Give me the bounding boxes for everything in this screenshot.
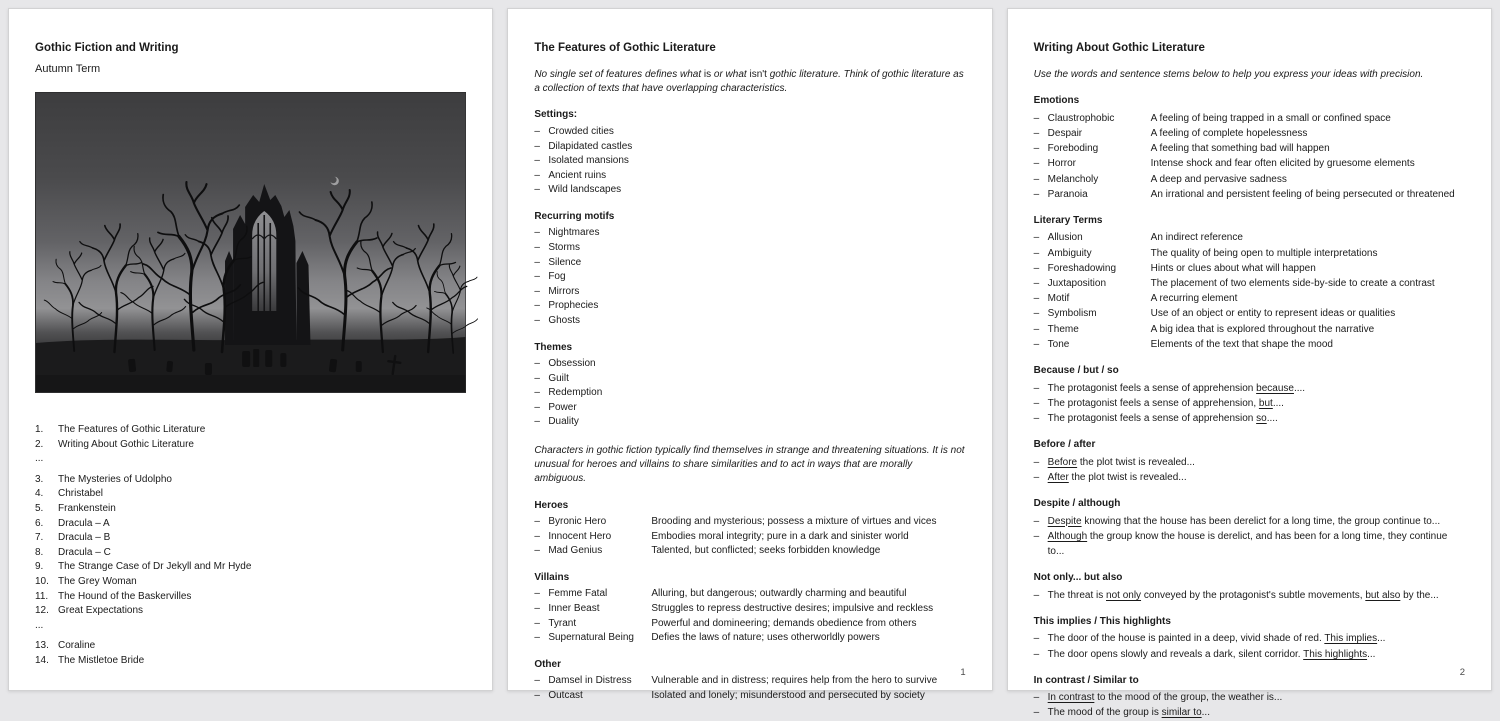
term: Symbolism [1047,308,1097,320]
abbey-in-the-oakwood-painting [35,92,466,393]
toc-number: 4. [35,488,44,500]
list-item [1034,411,1465,426]
list-item [534,241,965,256]
toc-number: 9. [35,561,44,573]
dash-bullet: – [1033,471,1040,483]
sentence-stem [1048,470,1465,485]
list-item [534,689,965,704]
term: Allusion [1047,232,1083,244]
dash-bullet: – [534,372,540,384]
page1-subtitle: Autumn Term [35,63,101,75]
term: Redemption [548,387,603,399]
sentence-stem [1048,514,1465,529]
text-segment: the group know the house is derelict, and has been for a long time, they continue to... [1047,530,1448,557]
toc-item [35,575,466,590]
text-segment: The protagonist feels a sense of apprehension, [1047,397,1259,409]
definition: Intense shock and fear often elicited by gruesome elements [1150,158,1415,170]
toc-item [35,423,466,438]
definition: Defies the laws of nature; uses otherworldly powers [651,632,880,644]
underlined-text: similar to [1161,707,1202,719]
dash-bullet: – [534,588,540,600]
toc-number: 3. [35,473,44,485]
definition: A recurring element [1150,293,1238,305]
definition: The placement of two elements side-by-side to create a contrast [1150,278,1435,290]
toc-item [35,517,466,532]
definition: Struggles to repress destructive desires; impulsive and reckless [651,602,934,614]
text-segment: the plot twist is revealed... [1077,456,1195,468]
sentence-stem [1048,411,1465,426]
page3-vocab-lists [1034,94,1465,352]
list-item [534,602,965,617]
dash-bullet: – [534,632,540,644]
toc-separator [35,452,466,467]
page3-page-number: 2 [1459,667,1465,678]
definition: Brooding and mysterious; possess a mixture of virtues and vices [651,516,937,528]
term: Wild landscapes [548,184,622,196]
page2-character-lists [534,499,965,704]
section-heading: Villains [534,571,570,583]
section-heading: Heroes [534,499,569,511]
list-item [534,544,965,559]
text-segment: by the... [1400,589,1439,601]
text-segment: No single set of features defines what [534,69,704,80]
list-item [534,314,965,329]
list-item [534,125,965,140]
dash-bullet: – [1033,308,1040,320]
term: Foreboding [1047,143,1099,155]
list-item [1034,470,1465,485]
dash-bullet: – [1033,589,1040,601]
underlined-text: This implies [1324,633,1378,645]
dash-bullet: – [534,516,540,528]
page3-intro: Use the words and sentence stems below to help you express your ideas with precision. [1033,69,1424,80]
term: Duality [548,416,579,428]
list-item [1034,455,1465,470]
dash-bullet: – [1033,188,1040,200]
dash-bullet: – [1033,692,1040,704]
term: Melancholy [1047,173,1099,185]
dash-bullet: – [1033,323,1040,335]
section-heading: Literary Terms [1033,214,1103,226]
list-item [1034,631,1465,646]
section-heading: Despite / although [1033,498,1121,510]
dash-bullet: – [534,401,540,413]
dash-bullet: – [534,617,540,629]
list-item [1034,381,1465,396]
underlined-text: Despite [1047,515,1082,527]
text-segment: The door opens slowly and reveals a dark, silent corridor. [1047,648,1304,660]
dash-bullet: – [534,675,540,687]
text-segment: .... [1272,397,1284,409]
toc-label: Christabel [58,488,104,500]
page2-title: The Features of Gothic Literature [534,42,716,54]
toc-label [58,619,466,634]
list-item [1034,588,1465,603]
text-segment: to the mood of the group, the weather is... [1094,692,1283,704]
term: Innocent Hero [548,530,612,542]
text-segment: or what [711,69,750,80]
toc-item [35,473,466,488]
definition: Hints or clues about what will happen [1150,262,1316,274]
toc-number: ... [35,453,44,465]
section-heading: Recurring motifs [534,210,615,222]
section-heading: Not only... but also [1033,572,1123,584]
list-item [534,401,965,416]
list-item [534,415,965,430]
dash-bullet: – [1033,158,1040,170]
list-item [534,372,965,387]
dash-bullet: – [534,227,540,239]
dash-bullet: – [534,387,540,399]
term: Isolated mansions [548,155,629,167]
definition: A feeling that something bad will happen [1150,143,1330,155]
section-heading: Before / after [1033,439,1096,451]
term: Foreshadowing [1047,262,1117,274]
term: Femme Fatal [548,588,608,600]
term: Byronic Hero [548,516,607,528]
section-heading: Because / but / so [1033,365,1119,377]
text-segment: The mood of the group is [1047,707,1162,719]
term: Silence [548,256,582,268]
text-segment: The door of the house is painted in a deep, vivid shade of red. [1047,633,1325,645]
list-item [534,674,965,689]
section-heading: This implies / This highlights [1033,615,1171,627]
toc-number: 13. [35,640,49,652]
text-segment: is [703,69,712,80]
toc-number: 10. [35,575,49,587]
dash-bullet: – [1033,707,1040,719]
term: Power [548,401,577,413]
toc-item [35,654,466,669]
term: Fog [548,271,566,283]
definition: The quality of being open to multiple interpretations [1150,247,1378,259]
text-segment: .... [1266,412,1278,424]
dash-bullet: – [1033,382,1040,394]
dash-bullet: – [1033,278,1040,290]
dash-bullet: – [534,256,540,268]
toc-number: 7. [35,532,44,544]
term: Nightmares [548,227,600,239]
dash-bullet: – [1033,397,1040,409]
dash-bullet: – [1033,530,1040,542]
definition: Powerful and domineering; demands obedience from others [651,617,917,629]
dash-bullet: – [1033,173,1040,185]
dash-bullet: – [1033,247,1040,259]
dash-bullet: – [534,545,540,557]
toc-label: The Mysteries of Udolpho [58,473,172,485]
definition: Elements of the text that shape the mood [1150,338,1333,350]
underlined-text: because [1256,382,1294,394]
page2-page-number: 1 [960,667,966,678]
sentence-stem [1048,381,1465,396]
term: Ancient ruins [548,169,607,181]
toc-item [35,502,466,517]
list-item [534,587,965,602]
list-item [534,154,965,169]
term: Obsession [548,358,596,370]
underlined-text: but also [1365,589,1401,601]
sentence-stem [1048,529,1465,559]
list-item [1034,514,1465,529]
list-item [534,357,965,372]
list-item [534,270,965,285]
toc-label: Coraline [58,640,96,652]
list-item [1034,705,1465,720]
list-item [1034,111,1465,126]
toc-item [35,590,466,605]
dash-bullet: – [534,169,540,181]
dash-bullet: – [534,602,540,614]
list-item [534,386,965,401]
dash-bullet: – [1033,633,1040,645]
toc-label: The Grey Woman [58,575,137,587]
definition: Embodies moral integrity; pure in a dark and sinister world [651,530,909,542]
toc-item [35,604,466,619]
page-1 [8,8,493,691]
dash-bullet: – [534,314,540,326]
text-segment: the plot twist is revealed... [1068,471,1187,483]
term: Theme [1047,323,1079,335]
list-item [1034,647,1465,662]
list-item [1034,529,1465,559]
sentence-stem [1048,647,1465,662]
sentence-stem [1048,690,1465,705]
dash-bullet: – [534,300,540,312]
text-segment: knowing that the house has been derelict for a long time, the group continue to... [1081,515,1441,527]
underlined-text: so [1256,412,1267,424]
definition: An irrational and persistent feeling of being persecuted or threatened [1150,188,1455,200]
sentence-stem [1048,631,1465,646]
dash-bullet: – [534,241,540,253]
term: Damsel in Distress [548,675,632,687]
list-item [534,617,965,632]
list-item [534,631,965,646]
underlined-text: Although [1047,530,1088,542]
dash-bullet: – [534,184,540,196]
dash-bullet: – [1033,127,1040,139]
term: Storms [548,241,580,253]
dash-bullet: – [534,125,540,137]
dash-bullet: – [534,358,540,370]
toc-label: The Features of Gothic Literature [58,424,206,435]
underlined-text: In contrast [1047,692,1095,704]
dash-bullet: – [534,285,540,297]
term: Supernatural Being [548,632,634,644]
list-item [534,140,965,155]
definition: Use of an object or entity to represent ideas or qualities [1150,308,1396,320]
list-item [1034,156,1465,171]
text-segment: gothic literature. Think of gothic literature as a collection of texts that have overlapping characteristics. [534,69,964,95]
dash-bullet: – [1033,515,1040,527]
text-segment: isn't [749,69,767,80]
list-item [534,285,965,300]
list-item [1034,261,1465,276]
section-heading: In contrast / Similar to [1033,674,1139,686]
term: Mirrors [548,285,580,297]
dash-bullet: – [534,416,540,428]
definition: A big idea that is explored throughout the narrative [1150,323,1375,335]
text-segment: conveyed by the protagonist's subtle movements, [1141,589,1366,601]
term: Horror [1047,158,1076,170]
list-item [534,515,965,530]
dash-bullet: – [1033,456,1040,468]
sentence-stem [1048,705,1465,720]
list-item [1034,141,1465,156]
page-2 [507,8,992,701]
list-item [1034,187,1465,202]
sentence-stem [1048,588,1465,603]
list-item [1034,337,1465,352]
toc-number: 1. [35,424,44,435]
page2-feature-lists [534,108,965,430]
definition: A feeling of being trapped in a small or confined space [1150,112,1391,124]
toc-label: Dracula – A [58,517,110,529]
toc-item [35,546,466,561]
list-item [534,530,965,545]
page-3 [1007,8,1492,719]
dash-bullet: – [1033,143,1040,155]
definition: A deep and pervasive sadness [1150,173,1287,185]
dash-bullet: – [1033,338,1040,350]
list-item [1034,690,1465,705]
definition: A feeling of complete hopelessness [1150,127,1308,139]
term: Tone [1047,338,1070,350]
term: Dilapidated castles [548,140,633,152]
toc-label: Dracula – C [58,546,111,558]
toc-number: 14. [35,654,49,666]
toc-number: 6. [35,517,44,529]
toc-label: Frankenstein [58,502,116,514]
section-heading: Emotions [1033,95,1080,107]
toc-number: ... [35,619,44,631]
toc-item [35,560,466,575]
toc-label: The Mistletoe Bride [58,654,145,666]
list-item [534,256,965,271]
underlined-text: Before [1047,456,1078,468]
sentence-stem [1048,396,1465,411]
term: Tyrant [548,617,577,629]
list-item [1034,322,1465,337]
list-item [1034,291,1465,306]
underlined-text: This highlights [1303,648,1368,660]
list-item [1034,126,1465,141]
toc-separator [35,619,466,634]
dash-bullet: – [1033,648,1040,660]
underlined-text: After [1047,471,1069,483]
dash-bullet: – [534,271,540,283]
text-segment: ... [1377,633,1386,645]
definition: Alluring, but dangerous; outwardly charming and beautiful [651,588,907,600]
list-item [1034,246,1465,261]
text-segment: ... [1201,707,1210,719]
toc-number: 8. [35,546,44,558]
section-heading: Settings: [534,109,578,121]
gothic-painting-image [36,93,465,392]
text-segment: The protagonist feels a sense of apprehension [1047,382,1257,394]
toc-number: 5. [35,502,44,514]
list-item [534,169,965,184]
term: Inner Beast [548,602,600,614]
list-item [534,183,965,198]
underlined-text: but [1258,397,1273,409]
toc-label: Dracula – B [58,532,111,544]
term: Crowded cities [548,125,614,137]
term: Guilt [548,372,569,384]
definition: Talented, but conflicted; seeks forbidden knowledge [651,545,881,557]
section-heading: Other [534,658,561,670]
toc-item [35,531,466,546]
dash-bullet: – [534,155,540,167]
list-item [1034,230,1465,245]
term: Claustrophobic [1047,112,1115,124]
dash-bullet: – [1033,262,1040,274]
toc-label [58,452,466,467]
page1-title: Gothic Fiction and Writing [35,42,179,54]
dash-bullet: – [534,140,540,152]
toc-item [35,639,466,654]
underlined-text: not only [1106,589,1142,601]
list-item [534,299,965,314]
toc-list [35,423,466,669]
text-segment: The threat is [1047,589,1107,601]
toc-label: The Strange Case of Dr Jekyll and Mr Hyde [58,561,252,573]
definition: Vulnerable and in distress; requires help from the hero to survive [651,675,938,687]
definition: Isolated and lonely; misunderstood and persecuted by society [651,689,925,701]
text-segment: The protagonist feels a sense of apprehension [1047,412,1257,424]
page2-mid-paragraph: Characters in gothic fiction typically find themselves in strange and threatening situations. It is not unusual for heroes and villains to share similarities and to act in ways that are morally ambiguous. [534,445,965,485]
term: Outcast [548,689,583,701]
toc-item [35,438,466,453]
dash-bullet: – [534,530,540,542]
page2-intro [534,68,965,96]
toc-label: Great Expectations [58,605,144,617]
term: Prophecies [548,300,599,312]
list-item [1034,172,1465,187]
term: Motif [1047,293,1070,305]
dash-bullet: – [1033,412,1040,424]
page3-title: Writing About Gothic Literature [1033,42,1205,54]
toc-number: 2. [35,438,44,450]
toc-label: Writing About Gothic Literature [58,438,194,450]
list-item [1034,306,1465,321]
section-heading: Themes [534,341,573,353]
definition: An indirect reference [1150,232,1243,244]
sentence-stem [1048,455,1465,470]
list-item [1034,396,1465,411]
toc-item [35,487,466,502]
toc-label: The Hound of the Baskervilles [58,590,192,602]
term: Despair [1047,127,1083,139]
toc-number: 12. [35,605,49,617]
term: Ambiguity [1047,247,1092,259]
term: Ghosts [548,314,581,326]
text-segment: ... [1367,648,1376,660]
dash-bullet: – [1033,232,1040,244]
dash-bullet: – [1033,293,1040,305]
term: Paranoia [1047,188,1088,200]
list-item [1034,276,1465,291]
dash-bullet: – [534,689,540,701]
list-item [534,226,965,241]
text-segment: .... [1293,382,1306,394]
dash-bullet: – [1033,112,1040,124]
toc-number: 11. [35,590,49,602]
term: Mad Genius [548,545,603,557]
term: Juxtaposition [1047,278,1107,290]
page3-stem-lists [1034,364,1465,721]
